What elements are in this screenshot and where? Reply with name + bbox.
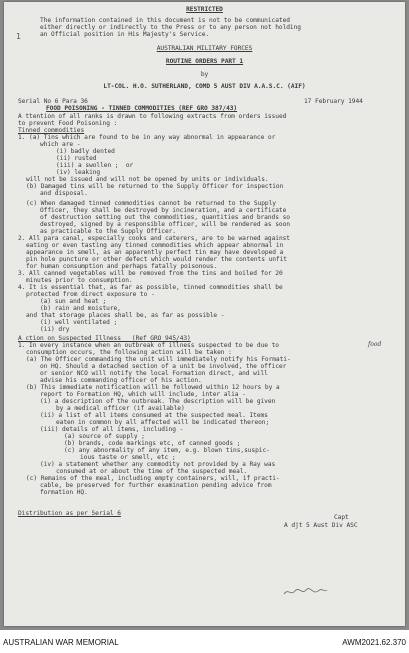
body-line: (iii) a swollen ; or bbox=[56, 162, 134, 169]
body-line: cable, be preserved for further examination pending advice from bbox=[40, 482, 272, 489]
by-line: by bbox=[200, 71, 209, 78]
body-line: which are - bbox=[40, 141, 81, 148]
body-line: advise his commanding officer of his action. bbox=[40, 377, 202, 384]
body-line: (ii) dry bbox=[40, 326, 70, 333]
body-line: (b) This immediate notification will be followed within 12 hours by a bbox=[26, 384, 280, 391]
body-line: (iv) leaking bbox=[56, 169, 101, 176]
body-line: and that storage places shall be, as far as possible - bbox=[26, 312, 225, 319]
body-line: 4. It is essential that, as far as possible, tinned commodities shall be bbox=[18, 284, 283, 291]
body-line: (c) any abnormality of any item, e.g. blown tins,suspic- bbox=[64, 447, 270, 454]
classification-heading: RESTRICTED bbox=[186, 6, 223, 13]
body-line: (c) Remains of the meal, including empty containers, will, if practi- bbox=[26, 475, 280, 482]
body-line: (c) When damaged tinned commodities cannot be returned to the Supply bbox=[26, 200, 276, 207]
body-line: minutes prior to consumption. bbox=[26, 277, 133, 284]
body-line: consumed at or about the time of the suspected meal. bbox=[56, 468, 248, 475]
body-line: (iii) details of all items, including - bbox=[40, 426, 184, 433]
margin-number: 1 bbox=[16, 32, 21, 41]
body-line: or senior NCO will notify the local Formation direct, and will bbox=[40, 370, 268, 377]
body-line: protected from direct exposure to - bbox=[26, 291, 155, 298]
body-line: to prevent Food Poisoning : bbox=[18, 120, 118, 127]
body-line: and disposal. bbox=[40, 190, 88, 197]
handwritten-note: food bbox=[368, 341, 382, 348]
body-line: A ttention of all ranks is drawn to following extracts from orders issued bbox=[18, 113, 287, 120]
body-line: (b) rain and moisture, bbox=[40, 305, 121, 312]
body-line: ious taste or smell, etc ; bbox=[80, 454, 176, 461]
body-line: as practicable to the Supply Officer. bbox=[40, 228, 176, 235]
serial-number: Serial No 6 Para 36 bbox=[18, 98, 88, 105]
section-title: FOOD POISONING - TINNED COMMODITIES (REF GRO 387/43) bbox=[46, 105, 238, 112]
body-line: for human consumption and perhaps fatally poisonous. bbox=[26, 263, 218, 270]
body-line: of destruction setting out the commodities, quantities and brands so bbox=[40, 214, 290, 221]
body-line: (a) source of supply ; bbox=[64, 433, 145, 440]
body-line: (i) well ventilated ; bbox=[40, 319, 118, 326]
distribution-line: Distribution as per Serial 6 bbox=[18, 510, 121, 517]
body-line: 2. All para canal, especially cooks and caterers, are to be warned against bbox=[18, 235, 290, 242]
body-line: (ii) a list of all items consumed at the suspected meal. Items bbox=[40, 412, 268, 419]
body-line: destroyed, signed by a responsible officer, will be rendered as soon bbox=[40, 221, 290, 228]
body-line: will not be issued and will not be opened by units or individuals. bbox=[26, 176, 269, 183]
warning-line-3: an Official position in His Majesty's Service. bbox=[40, 31, 210, 38]
signature-scrawl bbox=[282, 587, 328, 597]
subheading-illness: A ction on Suspected Illness (Ref GRO 945/43) bbox=[18, 335, 191, 342]
warning-line-1: The information contained in this document is not to be communicated bbox=[40, 17, 290, 24]
footer-source: AUSTRALIAN WAR MEMORIAL bbox=[3, 638, 119, 647]
body-line: formation HQ. bbox=[40, 489, 88, 496]
signature-rank: Capt bbox=[334, 514, 349, 521]
body-line: (a) sun and heat ; bbox=[40, 298, 107, 305]
body-line: on HQ. Should a detached section of a unit be involved, the officer bbox=[40, 363, 287, 370]
force-heading: AUSTRALIAN MILITARY FORCES bbox=[156, 45, 253, 52]
document-page bbox=[4, 2, 405, 626]
body-line: report to Formation HQ, which will include, inter alia - bbox=[40, 391, 246, 398]
body-line: 1. In every instance when an outbreak of illness suspected to be due to bbox=[18, 342, 279, 349]
warning-line-2: either directly or indirectly to the Press or to any person not holding bbox=[40, 24, 301, 31]
archive-footer bbox=[0, 630, 409, 653]
serial-date: 17 February 1944 bbox=[304, 98, 363, 105]
body-line: 3. All canned vegetables will be removed from the tins and boiled for 20 bbox=[18, 270, 283, 277]
body-line: (a) The Officer commanding the unit will immediately notify his Formati- bbox=[26, 356, 291, 363]
footer-accession-number: AWM2021.62.370 bbox=[342, 638, 406, 647]
body-line: (b) Damaged tins will be returned to the Supply Officer for inspection bbox=[26, 183, 284, 190]
body-line: 1. (a) Tins which are found to be in any way abnormal in appearance or bbox=[18, 134, 276, 141]
body-line: eating or even tasting any tinned commodities which appear abnormal in bbox=[26, 242, 284, 249]
body-line: (ii) rusted bbox=[56, 155, 97, 162]
body-line: (iv) a statement whether any commodity not provided by a Ray was bbox=[40, 461, 276, 468]
body-line: appearance in smell, as an apparently perfect tin may have developed a bbox=[26, 249, 284, 256]
subheading-tinned: Tinned commodities bbox=[18, 127, 85, 134]
body-line: (i) a description of the outbreak. The description will be given bbox=[40, 398, 276, 405]
body-line: (b) brands, code markings etc, of canned goods ; bbox=[64, 440, 241, 447]
document-title: ROUTINE ORDERS PART 1 bbox=[165, 58, 244, 65]
officer-line: LT-COL. H.O. SUTHERLAND, COMD 5 AUST DIV A.A.S.C. (AIF) bbox=[103, 83, 306, 90]
body-line: by a medical officer (if available) bbox=[56, 405, 185, 412]
body-line: consumption occurs, the following action will be taken : bbox=[26, 349, 232, 356]
body-line: (i) badly dented bbox=[56, 148, 115, 155]
signature-appointment: A djt 5 Aust Div ASC bbox=[284, 522, 358, 529]
body-line: pin hole puncture or other defect which would render the contents unfit bbox=[26, 256, 287, 263]
body-line: Officer, they shall be destroyed by incineration, and a certificate bbox=[40, 207, 287, 214]
body-line: eaten in common by all affected will be indicated thereon; bbox=[56, 419, 270, 426]
